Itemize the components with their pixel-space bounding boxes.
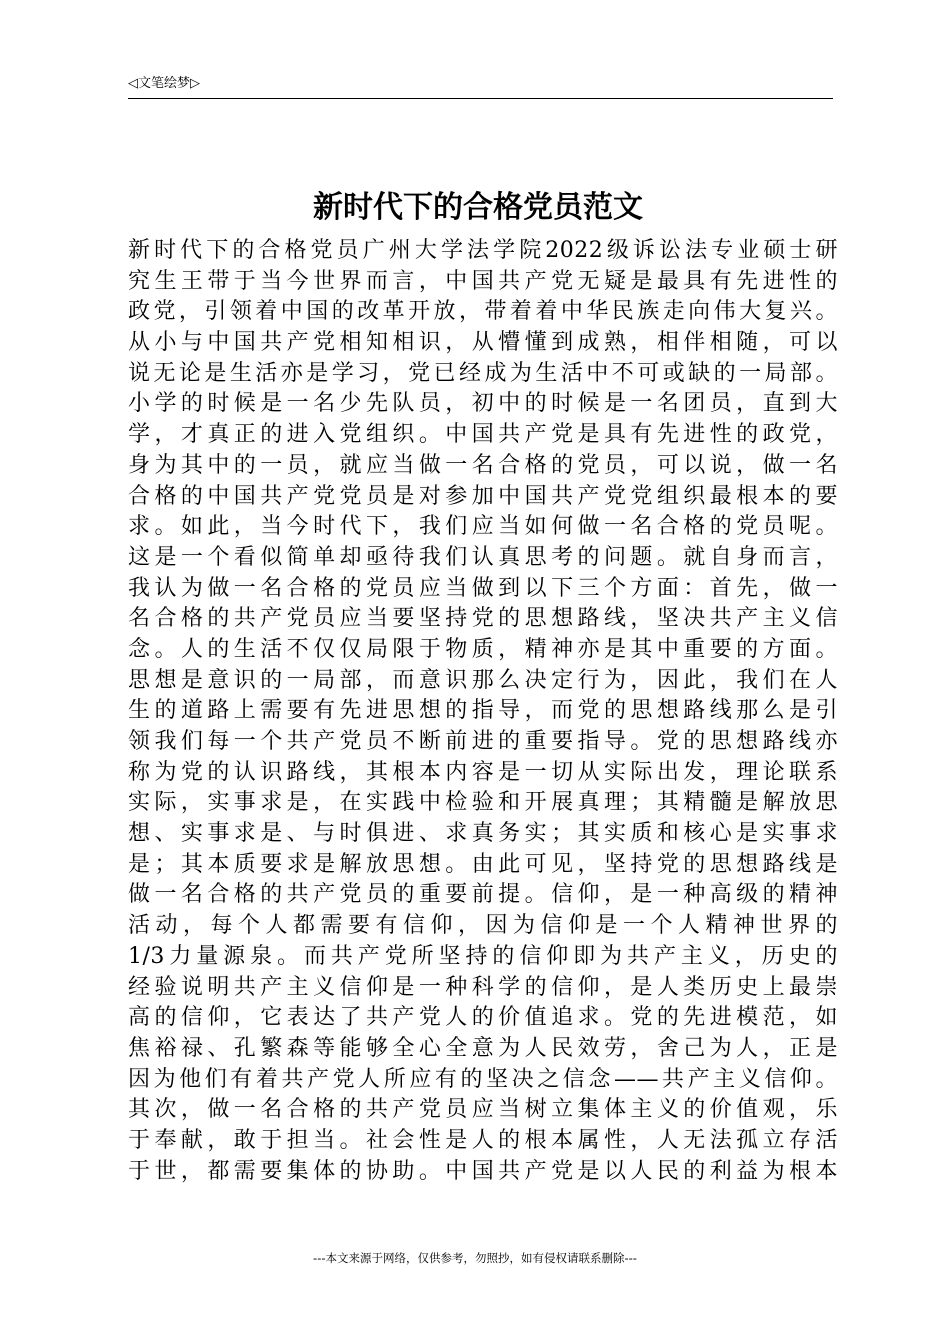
body-line: 称为党的认识路线，其根本内容是一切从实际出发，理论联系 xyxy=(128,759,838,785)
page-footer: ---本文来源于网络，仅供参考，勿照抄，如有侵权请联系删除--- xyxy=(313,1251,637,1265)
body-line: 因为他们有着共产党人所应有的坚决之信念——共产主义信仰。 xyxy=(128,1066,838,1092)
body-line: 说无论是生活亦是学习，党已经成为生活中不可或缺的一局部。 xyxy=(128,360,838,386)
body-line: 思想是意识的一局部，而意识那么决定行为，因此，我们在人 xyxy=(128,667,838,693)
body-line: 学，才真正的进入党组织。中国共产党是具有先进性的政党， xyxy=(128,422,838,448)
body-line: 小学的时候是一名少先队员，初中的时候是一名团员，直到大 xyxy=(128,391,838,417)
body-line: 活动，每个人都需要有信仰，因为信仰是一个人精神世界的 xyxy=(128,913,838,939)
body-line: 是；其本质要求是解放思想。由此可见，坚持党的思想路线是 xyxy=(128,851,838,877)
body-line: 名合格的共产党员应当要坚持党的思想路线，坚决共产主义信 xyxy=(128,606,838,632)
body-line: 生的道路上需要有先进思想的指导，而党的思想路线那么是引 xyxy=(128,698,838,724)
body-line: 其次，做一名合格的共产党员应当树立集体主义的价值观，乐 xyxy=(128,1097,838,1123)
body-line: 做一名合格的共产党员的重要前提。信仰，是一种高级的精神 xyxy=(128,882,838,908)
body-line: 于世，都需要集体的协助。中国共产党是以人民的利益为根本 xyxy=(128,1158,838,1184)
body-line: 身为其中的一员，就应当做一名合格的党员，可以说，做一名 xyxy=(128,452,838,478)
body-line: 政党，引领着中国的改革开放，带着着中华民族走向伟大复兴。 xyxy=(128,299,838,325)
body-line: 高的信仰，它表达了共产党人的价值追求。党的先进模范，如 xyxy=(128,1005,838,1031)
body-line: 究生王带于当今世界而言，中国共产党无疑是最具有先进性的 xyxy=(128,268,838,294)
document-title: 新时代下的合格党员范文 xyxy=(313,190,643,225)
body-line: 新时代下的合格党员广州大学法学院2022级诉讼法专业硕士研 xyxy=(128,238,838,263)
body-line: 领我们每一个共产党员不断前进的重要指导。党的思想路线亦 xyxy=(128,729,838,754)
document-body xyxy=(128,236,838,1187)
body-line: 经验说明共产主义信仰是一种科学的信仰，是人类历史上最崇 xyxy=(128,974,838,1000)
body-line: 从小与中国共产党相知相识，从懵懂到成熟，相伴相随，可以 xyxy=(128,330,838,356)
body-line: 合格的中国共产党党员是对参加中国共产党党组织最根本的要 xyxy=(128,483,838,509)
page-header xyxy=(128,74,833,99)
header-text: ◁文笔绘梦▷ xyxy=(128,76,200,91)
body-line: 1/3力量源泉。而共产党所坚持的信仰即为共产主义，历史的 xyxy=(128,943,838,969)
body-line: 求。如此，当今时代下，我们应当如何做一名合格的党员呢。 xyxy=(128,514,838,540)
body-line: 我认为做一名合格的党员应当做到以下三个方面：首先，做一 xyxy=(128,575,838,601)
body-line: 这是一个看似简单却亟待我们认真思考的问题。就自身而言， xyxy=(128,544,838,570)
body-line: 焦裕禄、孔繁森等能够全心全意为人民效劳，舍己为人，正是 xyxy=(128,1035,838,1061)
body-line: 于奉献，敢于担当。社会性是人的根本属性，人无法孤立存活 xyxy=(128,1127,838,1153)
body-line: 实际，实事求是，在实践中检验和开展真理；其精髓是解放思 xyxy=(128,790,838,816)
body-line: 念。人的生活不仅仅局限于物质，精神亦是其中重要的方面。 xyxy=(128,636,838,662)
body-line: 想、实事求是、与时俱进、求真务实；其实质和核心是实事求 xyxy=(128,821,838,847)
